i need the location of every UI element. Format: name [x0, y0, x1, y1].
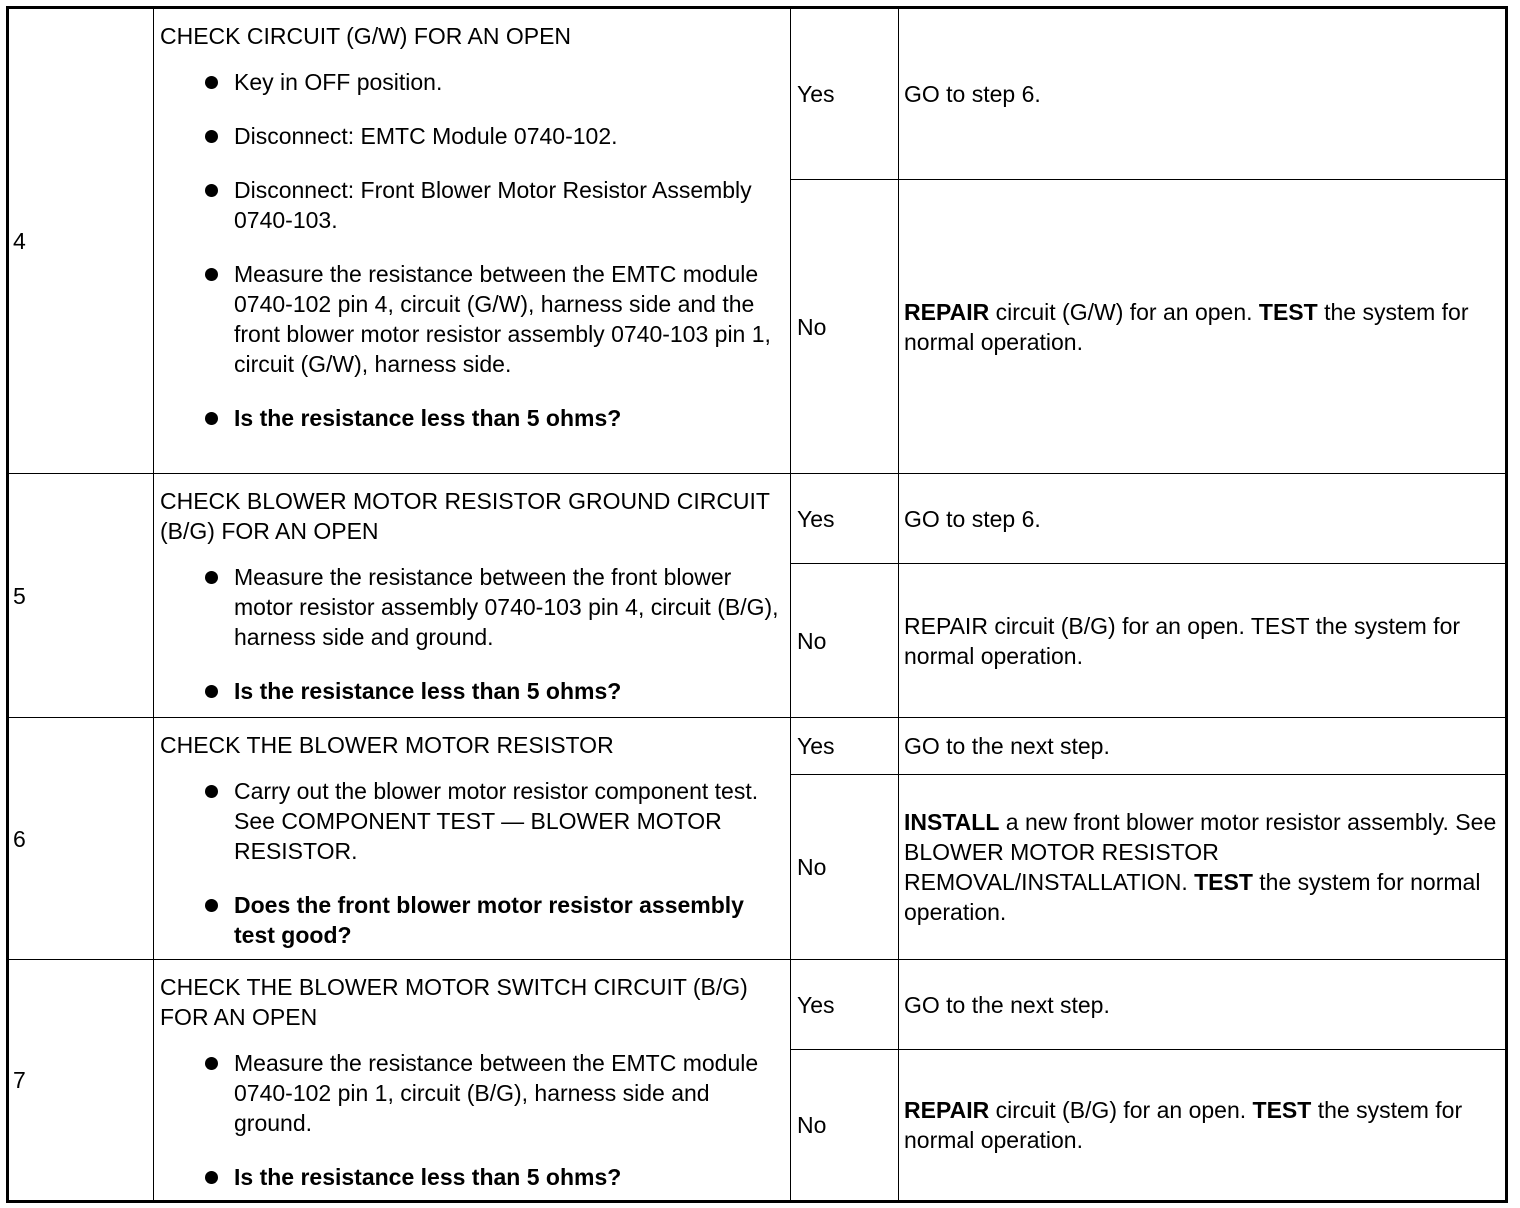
step-number: 6 — [8, 718, 154, 960]
answer-yes: Yes — [791, 8, 899, 180]
bullet-item: Measure the resistance between the EMTC module 0740-102 pin 4, circuit (G/W), harness side and the front blower motor resistor assembly 0740-103 pin 1, circuit (G/W), harness side. — [160, 259, 784, 379]
bullet-item: Key in OFF position. — [160, 67, 784, 97]
step-bullets — [160, 562, 784, 706]
result-yes: GO to the next step. — [899, 718, 1507, 775]
step-bullets — [160, 776, 784, 950]
result-no — [899, 775, 1507, 960]
step-row-yes — [8, 474, 1507, 564]
result-keyword: REPAIR — [904, 298, 990, 325]
bullet-item: Measure the resistance between the front blower motor resistor assembly 0740-103 pin 4, circuit (B/G), harness side and ground. — [160, 562, 784, 652]
bullet-item: Carry out the blower motor resistor component test. See COMPONENT TEST — BLOWER MOTOR RESISTOR. — [160, 776, 784, 866]
step-title: CHECK BLOWER MOTOR RESISTOR GROUND CIRCUIT (B/G) FOR AN OPEN — [160, 488, 770, 544]
answer-no: No — [791, 564, 899, 718]
step-row-yes — [8, 8, 1507, 180]
diagnostic-steps-table — [6, 6, 1508, 1203]
result-no — [899, 180, 1507, 474]
result-keyword: TEST — [1258, 298, 1318, 325]
bullet-item: Disconnect: Front Blower Motor Resistor Assembly 0740-103. — [160, 175, 784, 235]
step-number: 7 — [8, 960, 154, 1202]
step-number: 5 — [8, 474, 154, 718]
step-title: CHECK CIRCUIT (G/W) FOR AN OPEN — [160, 23, 572, 49]
result-yes: GO to step 6. — [899, 8, 1507, 180]
step-question: Is the resistance less than 5 ohms? — [160, 1162, 784, 1192]
result-keyword: TEST — [1252, 1097, 1312, 1123]
result-text: the system for normal operation. — [904, 298, 1469, 355]
step-action — [154, 474, 791, 718]
answer-yes: Yes — [791, 960, 899, 1050]
result-text: a new front blower motor resistor assembly. See BLOWER MOTOR RESISTOR REMOVAL/INSTALLATION. — [904, 809, 1497, 895]
step-action — [154, 718, 791, 960]
result-yes: GO to the next step. — [899, 960, 1507, 1050]
result-no — [899, 1050, 1507, 1202]
step-row-yes — [8, 960, 1507, 1050]
step-action — [154, 8, 791, 474]
answer-no: No — [791, 180, 899, 474]
result-keyword: INSTALL — [904, 809, 1000, 835]
result-text: circuit (B/G) for an open. — [989, 1097, 1253, 1123]
result-keyword: REPAIR — [904, 1097, 990, 1123]
step-action — [154, 960, 791, 1202]
result-yes: GO to step 6. — [899, 474, 1507, 564]
result-no: REPAIR circuit (B/G) for an open. TEST the system for normal operation. — [899, 564, 1507, 718]
answer-no: No — [791, 1050, 899, 1202]
result-keyword: TEST — [1194, 869, 1253, 895]
answer-yes: Yes — [791, 474, 899, 564]
step-bullets — [160, 1048, 784, 1192]
result-text: circuit (G/W) for an open. — [989, 298, 1259, 325]
result-text: the system for normal operation. — [904, 1097, 1463, 1153]
step-title: CHECK THE BLOWER MOTOR SWITCH CIRCUIT (B/G) FOR AN OPEN — [160, 974, 748, 1030]
answer-yes: Yes — [791, 718, 899, 775]
step-number: 4 — [8, 8, 154, 474]
answer-no: No — [791, 775, 899, 960]
step-bullets — [160, 67, 784, 433]
step-question: Does the front blower motor resistor assembly test good? — [160, 890, 784, 950]
step-title: CHECK THE BLOWER MOTOR RESISTOR — [160, 732, 614, 758]
bullet-item: Measure the resistance between the EMTC module 0740-102 pin 1, circuit (B/G), harness side and ground. — [160, 1048, 784, 1138]
step-row-yes — [8, 718, 1507, 775]
step-question: Is the resistance less than 5 ohms? — [160, 676, 784, 706]
step-question: Is the resistance less than 5 ohms? — [160, 403, 784, 433]
bullet-item: Disconnect: EMTC Module 0740-102. — [160, 121, 784, 151]
result-text: the system for normal operation. — [904, 869, 1481, 925]
